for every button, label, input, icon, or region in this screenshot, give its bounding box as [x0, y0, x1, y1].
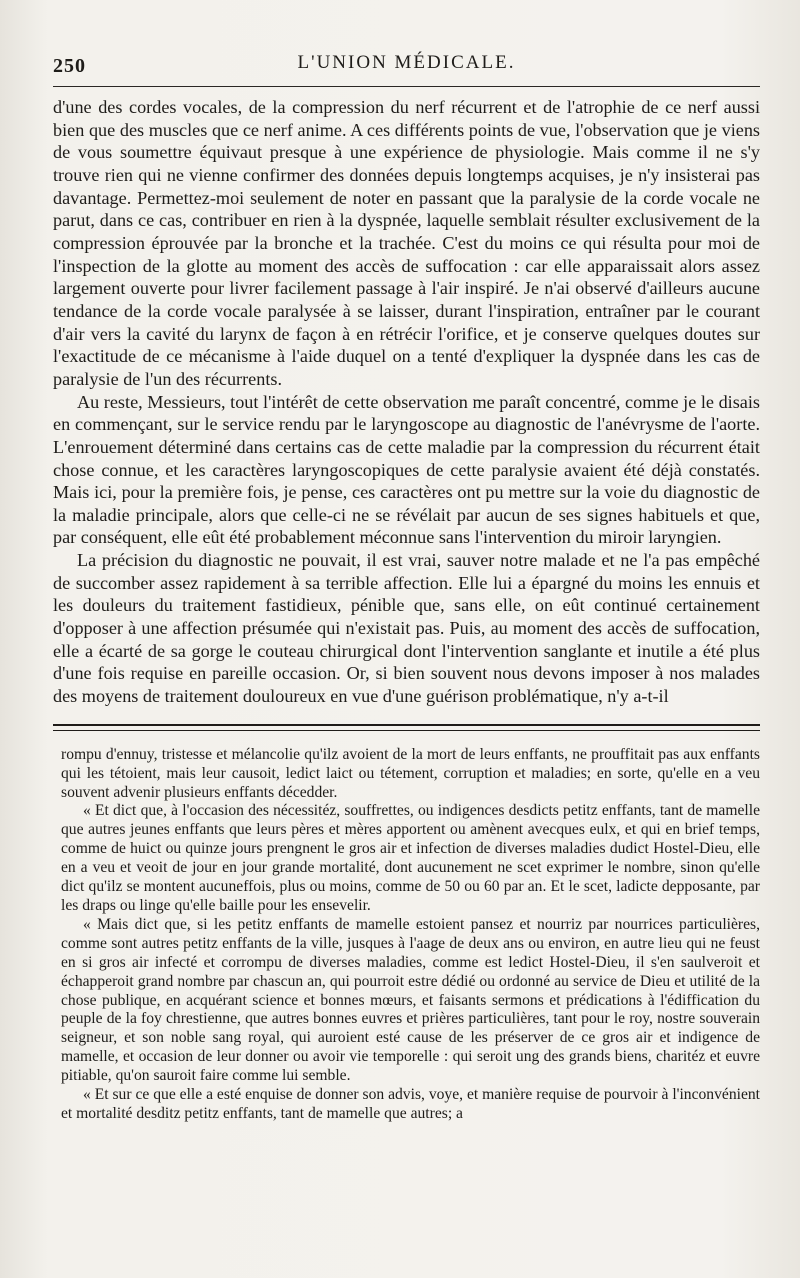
header-rule	[53, 86, 760, 87]
page-number: 250	[53, 55, 86, 77]
main-paragraph: Au reste, Messieurs, tout l'intérêt de cette observation me paraît concentré, comme je le disais en commençant, sur le service rendu par le laryngoscope au diagnostic de l'anévrysme de l'aorte. L'enrouement déterminé dans certains cas de cette maladie par la compression du récurrent était chose connue, et les caractères laryngoscopiques de cette paralysie avaient été déjà constatés. Mais ici, pour la première fois, je pense, ces caractères ont pu mettre sur la voie du diagnostic de la maladie principale, alors que celle-ci ne se révélait par aucun de ses signes habituels et que, par conséquent, elle eût été probablement méconnue sans l'intervention du miroir laryngien.	[53, 391, 760, 548]
footnote-paragraph: rompu d'ennuy, tristesse et mélancolie qu'ilz avoient de la mort de leurs enffants, ne prouffitait pas aux enffants qui les tétoient, mais leur causoit, ledict laict ou tétement, corruption et maladies; en sorte, qu'elle en a veu souvent advenir plusieurs enffants décedder.	[61, 745, 760, 801]
footnote-paragraph: « Et dict que, à l'occasion des nécessitéz, souffrettes, ou indigences desdicts petitz enffants, tant de mamelle que autres jeunes enffants que leurs pères et mères apportent ou amènent avecques eulx, et qui en brief temps, comme de huict ou quinze jours prengnent le gros air et infection de diverses maladies dudict Hostel-Dieu, elle en a veu et veoit de jour en jour grande mortalité, dont aucunement ne scet exprimer le nombre, sinon qu'elle dict qu'ilz se montent aucuneffois, plus ou moins, comme de 50 ou 60 par an. Et le scet, ladicte depposante, par les draps ou linge qu'elle baille pour les ensevelir.	[61, 802, 760, 914]
footnote-paragraph: « Et sur ce que elle a esté enquise de donner son advis, voye, et manière requise de pourvoir à l'inconvénient et mortalité desditz petitz enffants, tant de mamelle que autres; a	[61, 1086, 760, 1122]
main-paragraph: La précision du diagnostic ne pouvait, il est vrai, sauver notre malade et ne l'a pas empêché de succomber assez rapidement à sa terrible affection. Elle lui a épargné du moins les ennuis et les douleurs du traitement fastidieux, pénible que, sans elle, on eût continué certainement d'opposer à une affection présumée qui n'existait pas. Puis, au moment des accès de suffocation, elle a écarté de sa gorge le couteau chirurgical dont l'intervention sanglante et inutile a été plus d'une fois requise en pareille occasion. Or, si bien souvent nous devons imposer à nos malades des moyens de traitement douloureux en vue d'une guérison problématique, n'y a-t-il	[53, 550, 760, 707]
main-text	[53, 96, 760, 708]
footnote-block	[53, 746, 760, 1124]
main-paragraph: d'une des cordes vocales, de la compression du nerf récurrent et de l'atrophie de ce nerf aussi bien que des muscles que ce nerf anime. A ces différents points de vue, l'observation que je viens de vous soumettre équivaut presque à une expérience de physiologie. Mais comme il ne s'y trouve rien qui ne vienne confirmer des données depuis longtemps acquises, je n'y insisterai pas davantage. Permettez-moi seulement de noter en passant que la paralysie de la corde vocale ne parut, dans ce cas, contribuer en rien à la dyspnée, laquelle semblait résulter exclusivement de la compression éprouvée par la bronche et la trachée. C'est du moins ce qui résulta pour moi de l'inspection de la glotte au moment des accès de suffocation : car elle apparaissait alors assez largement ouverte pour livrer facilement passage à l'air inspiré. Je n'ai observé d'ailleurs aucune tendance de la corde vocale paralysée à se laisser, durant l'inspiration, entraîner par le courant d'air vers la cavité du larynx de façon à en rétrécir l'orifice, et je conserve quelques doutes sur l'exactitude de ce mécanisme à l'aide duquel on a tenté d'expliquer la dyspnée dans les cas de paralysie de l'un des récurrents.	[53, 97, 760, 389]
footnote-separator	[53, 724, 760, 731]
running-title: L'UNION MÉDICALE.	[297, 52, 516, 73]
footnote-paragraph: « Mais dict que, si les petitz enffants de mamelle estoient pansez et nourriz par nourrices particulières, comme sont autres petitz enffants de la ville, jusques à l'aage de deux ans ou environ, en autre lieu qui ne feust en si gros air infecté et corrompu de diverses maladies, comme est ledict Hostel-Dieu, il s'en saulveroit et échapperoit grand nombre par chascun an, qui pourroit estre dédié ou ordonné au service de Dieu et utilité de la chose publique, en acquérant science et bonnes mœurs, et faisants sermons et prédications à l'édiffication du peuple de la foy chrestienne, que autres bonnes euvres et prières particulières, tant pour le roy, nostre souverain seigneur, et son noble sang royal, qui auroient esté cause de les préserver de ce gros air et indigence de mamelle, et occasion de leur donner ou avoir vie temporelle : qui seroit ung des grands biens, charitéz et euvre pitiable, qu'on sauroit faire comme lui semble.	[61, 915, 760, 1085]
page-header	[53, 0, 760, 96]
